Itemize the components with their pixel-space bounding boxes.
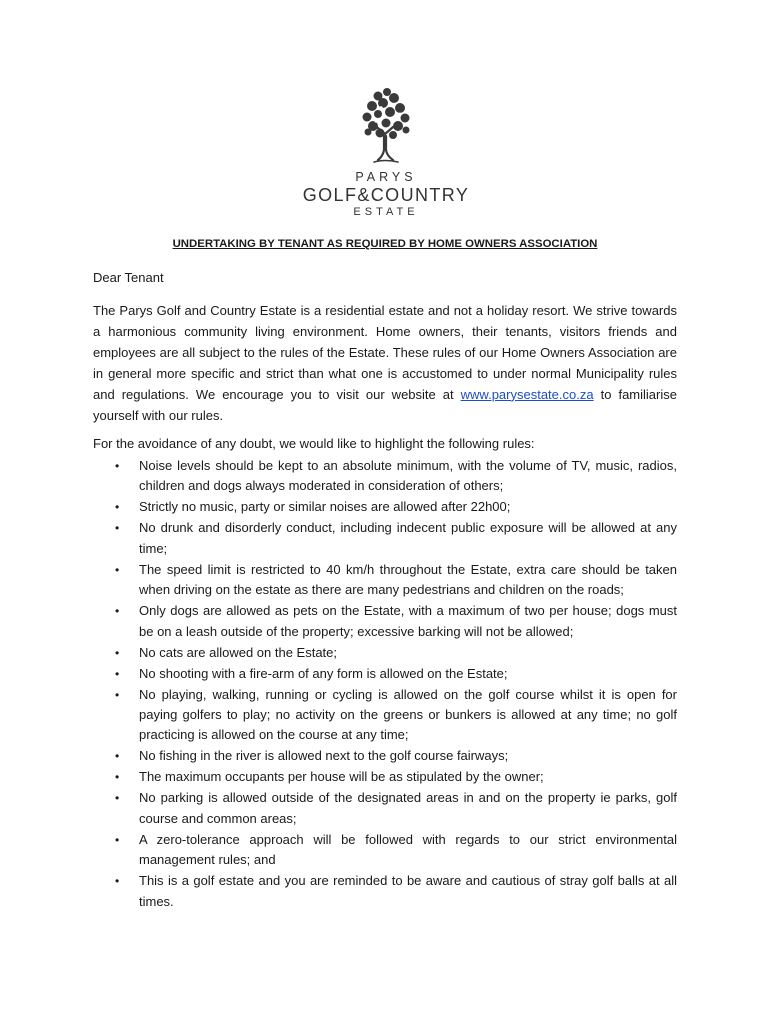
bullet: • — [115, 666, 120, 681]
document-heading: UNDERTAKING BY TENANT AS REQUIRED BY HOME OWNERS ASSOCIATION — [172, 238, 598, 250]
rule-item — [93, 601, 677, 642]
rule-item — [93, 830, 677, 871]
bullet: • — [115, 874, 120, 889]
rule-text: No drunk and disorderly conduct, including indecent public exposure will be allowed at any time; — [139, 520, 677, 556]
rule-text: The speed limit is restricted to 40 km/h throughout the Estate, extra care should be taken when driving on the estate as there are many pedestrians and children on the roads; — [139, 561, 677, 598]
rule-text: No fishing in the river is allowed next to the golf course fairways; — [139, 748, 509, 764]
rule-text: Noise levels should be kept to an absolute minimum, with the volume of TV, music, radios, children and dogs always moderated in consideration of others; — [139, 458, 677, 494]
rule-text: No playing, walking, running or cycling is allowed on the golf course whilst it is open for paying golfers to play; no activity on the greens or bunkers is allowed at any time; no golf practicing is allowed on the course at any time; — [139, 686, 677, 743]
rule-text: This is a golf estate and you are reminded to be aware and cautious of stray golf balls at all times. — [139, 873, 677, 909]
bullet: • — [115, 770, 120, 785]
rule-item — [93, 788, 677, 829]
logo-line-parys: PARYS — [355, 170, 417, 184]
rule-item — [93, 767, 677, 787]
logo-line-estate: ESTATE — [353, 206, 419, 218]
bullet: • — [115, 604, 120, 619]
rule-item — [93, 560, 677, 601]
rule-item — [93, 664, 677, 684]
rule-text: Strictly no music, party or similar noises are allowed after 22h00; — [139, 499, 511, 515]
bullet: • — [115, 645, 120, 660]
rule-item — [93, 497, 677, 517]
website-link[interactable]: www.parysestate.co.za — [460, 386, 594, 402]
rule-item — [93, 456, 677, 497]
tree-icon — [356, 86, 416, 172]
rule-text: No parking is allowed outside of the designated areas in and on the property ie parks, golf course and common areas; — [139, 790, 677, 826]
bullet: • — [115, 791, 120, 806]
intro-paragraph — [93, 301, 677, 426]
intro-text-part2: to familiarise yourself with our rules. — [93, 386, 677, 423]
rule-text: No shooting with a fire-arm of any form is allowed on the Estate; — [139, 665, 508, 681]
rule-item — [93, 746, 677, 766]
bullet: • — [115, 562, 120, 577]
bullet: • — [115, 459, 120, 473]
intro-text-part1: The Parys Golf and Country Estate is a residential estate and not a holiday resort. We strive towards a harmonious community living environment. Home owners, their tenants, visitors friends and employees are all subject to the rules of the Estate. These rules of our Home Owners Association are in general more specific and strict than what one is accustomed to under normal Municipality rules and regulations. We encourage you to visit our website at — [93, 303, 677, 402]
bullet: • — [115, 832, 120, 847]
rule-item — [93, 643, 677, 663]
salutation: Dear Tenant — [93, 270, 164, 285]
rule-text: Only dogs are allowed as pets on the Estate, with a maximum of two per house; dogs must be on a leash outside of the property; excessive barking will not be allowed; — [139, 603, 677, 639]
bullet: • — [115, 687, 120, 702]
rule-item — [93, 871, 677, 912]
rules-intro: For the avoidance of any doubt, we would like to highlight the following rules: — [93, 436, 535, 451]
estate-logo — [288, 86, 484, 222]
bullet: • — [115, 521, 120, 536]
logo-line-golf-country: GOLF&COUNTRY — [302, 185, 470, 205]
rule-item — [93, 685, 677, 746]
bullet: • — [115, 500, 120, 515]
rules-list — [93, 456, 677, 913]
rule-text: A zero-tolerance approach will be followed with regards to our strict environmental management rules; and — [139, 831, 677, 868]
bullet: • — [115, 749, 120, 764]
rule-text: The maximum occupants per house will be as stipulated by the owner; — [139, 769, 544, 785]
rule-item — [93, 518, 677, 559]
rule-text: No cats are allowed on the Estate; — [139, 644, 338, 660]
